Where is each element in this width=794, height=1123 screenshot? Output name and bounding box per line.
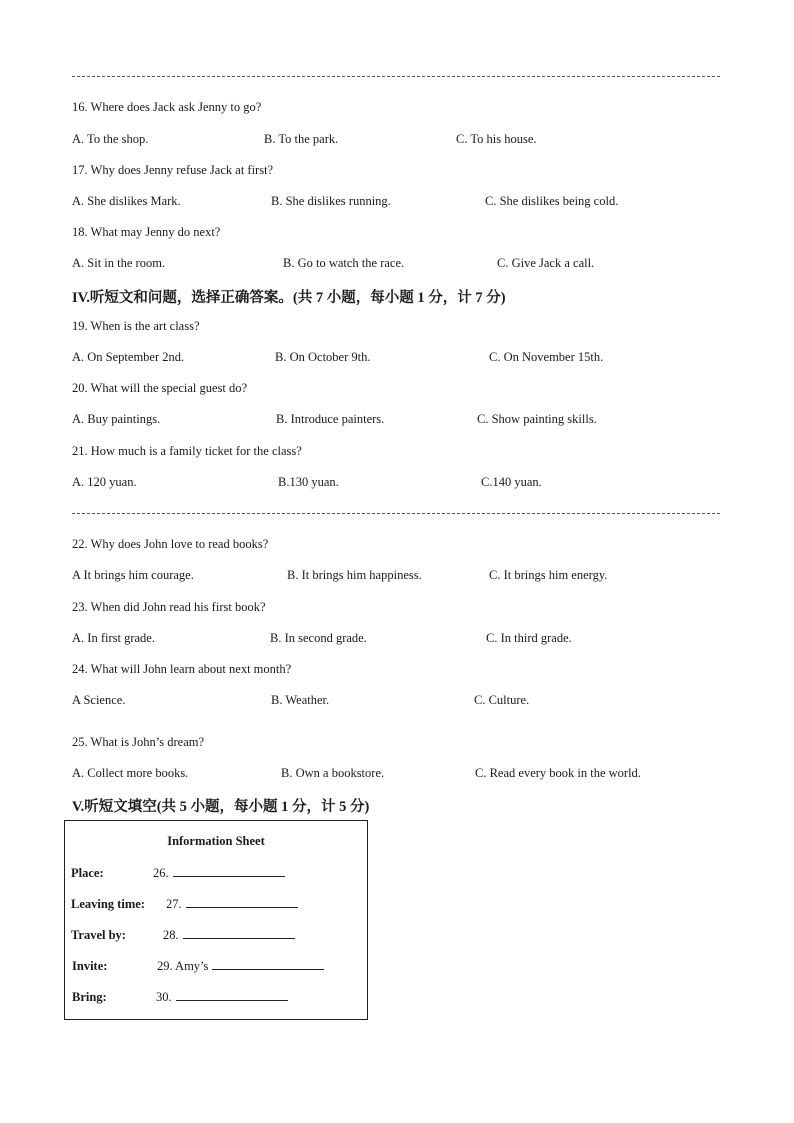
blank-number-30: 30. bbox=[156, 990, 172, 1004]
info-blank-26[interactable] bbox=[153, 866, 285, 881]
option-25-c: C. Read every book in the world. bbox=[475, 766, 641, 780]
info-blank-27[interactable] bbox=[166, 897, 298, 912]
question-21: 21. How much is a family ticket for the class? bbox=[72, 444, 302, 458]
option-18-b: B. Go to watch the race. bbox=[283, 256, 405, 270]
option-18-a: A. Sit in the room. bbox=[72, 256, 166, 270]
option-19-b: B. On October 9th. bbox=[275, 350, 371, 364]
option-19-a: A. On September 2nd. bbox=[72, 350, 185, 364]
info-blank-30[interactable] bbox=[156, 990, 288, 1005]
blank-number-27: 27. bbox=[166, 897, 182, 911]
answer-line bbox=[212, 959, 324, 970]
option-17-b: B. She dislikes running. bbox=[271, 194, 391, 208]
option-25-b: B. Own a bookstore. bbox=[281, 766, 385, 780]
option-19-c: C. On November 15th. bbox=[489, 350, 604, 364]
blank-number-28: 28. bbox=[163, 928, 179, 942]
dashed-divider bbox=[72, 513, 720, 514]
question-16: 16. Where does Jack ask Jenny to go? bbox=[72, 100, 262, 114]
answer-line bbox=[173, 866, 285, 877]
option-16-c: C. To his house. bbox=[456, 132, 537, 146]
option-21-c: C.140 yuan. bbox=[481, 475, 542, 489]
question-19: 19. When is the art class? bbox=[72, 319, 200, 333]
question-22: 22. Why does John love to read books? bbox=[72, 537, 269, 551]
answer-line bbox=[176, 990, 288, 1001]
question-20: 20. What will the special guest do? bbox=[72, 381, 248, 395]
info-label-place: Place: bbox=[71, 866, 104, 880]
option-17-a: A. She dislikes Mark. bbox=[72, 194, 181, 208]
question-25: 25. What is John’s dream? bbox=[72, 735, 205, 749]
option-16-a: A. To the shop. bbox=[72, 132, 149, 146]
option-23-a: A. In first grade. bbox=[72, 631, 155, 645]
option-25-a: A. Collect more books. bbox=[72, 766, 189, 780]
information-sheet-title: Information Sheet bbox=[167, 834, 265, 848]
answer-line bbox=[183, 928, 295, 939]
option-18-c: C. Give Jack a call. bbox=[497, 256, 595, 270]
info-blank-29[interactable] bbox=[157, 959, 324, 974]
option-24-c: C. Culture. bbox=[474, 693, 530, 707]
option-24-b: B. Weather. bbox=[271, 693, 330, 707]
answer-line bbox=[186, 897, 298, 908]
question-18: 18. What may Jenny do next? bbox=[72, 225, 221, 239]
option-23-b: B. In second grade. bbox=[270, 631, 367, 645]
question-24: 24. What will John learn about next month? bbox=[72, 662, 292, 676]
option-23-c: C. In third grade. bbox=[486, 631, 572, 645]
option-22-b: B. It brings him happiness. bbox=[287, 568, 422, 582]
option-20-c: C. Show painting skills. bbox=[477, 412, 597, 426]
option-22-a: A It brings him courage. bbox=[72, 568, 194, 582]
dashed-divider bbox=[72, 76, 720, 77]
option-20-a: A. Buy paintings. bbox=[72, 412, 161, 426]
info-label-bring: Bring: bbox=[72, 990, 107, 1004]
option-22-c: C. It brings him energy. bbox=[489, 568, 608, 582]
blank-number-29: 29. Amy’s bbox=[157, 959, 209, 973]
option-21-b: B.130 yuan. bbox=[278, 475, 339, 489]
option-20-b: B. Introduce painters. bbox=[276, 412, 385, 426]
option-21-a: A. 120 yuan. bbox=[72, 475, 137, 489]
info-blank-28[interactable] bbox=[163, 928, 295, 943]
info-label-invite: Invite: bbox=[72, 959, 108, 973]
section-iv-title: IV.听短文和问题，选择正确答案。(共 7 小题，每小题 1 分，计 7 分) bbox=[72, 290, 506, 306]
option-24-a: A Science. bbox=[72, 693, 126, 707]
option-17-c: C. She dislikes being cold. bbox=[485, 194, 619, 208]
info-label-travel-by: Travel by: bbox=[71, 928, 126, 942]
blank-number-26: 26. bbox=[153, 866, 169, 880]
option-16-b: B. To the park. bbox=[264, 132, 339, 146]
question-17: 17. Why does Jenny refuse Jack at first? bbox=[72, 163, 274, 177]
section-v-title: V.听短文填空(共 5 小题，每小题 1 分，计 5 分) bbox=[72, 799, 370, 815]
info-label-leaving-time: Leaving time: bbox=[71, 897, 145, 911]
question-23: 23. When did John read his first book? bbox=[72, 600, 266, 614]
